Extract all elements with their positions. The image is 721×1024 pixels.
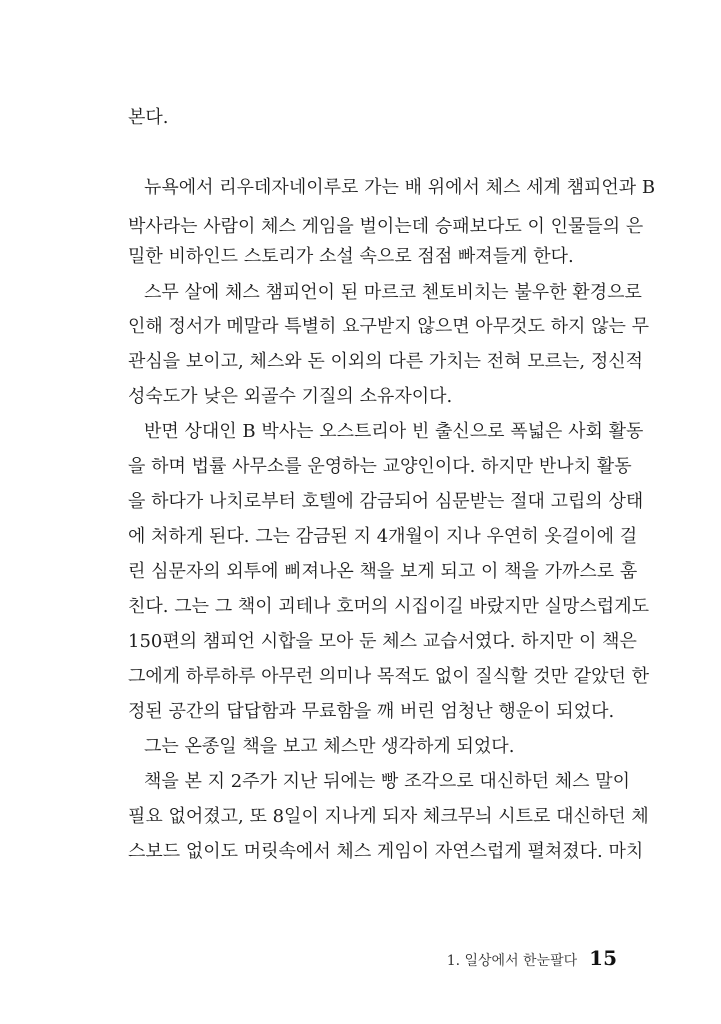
page-footer [447,946,617,970]
text-line: 책을 본 지 2주가 지난 뒤에는 빵 조각으로 대신하던 체스 말이 [144,771,630,792]
text-line: 을 하며 법률 사무소를 운영하는 교양인이다. 하지만 반나치 활동 [128,456,632,477]
text-line: 린 심문자의 외투에 삐져나온 책을 보게 되고 이 책을 가까스로 훔 [128,561,638,582]
text-line: 정된 공간의 답답함과 무료함을 깨 버린 엄청난 행운이 되었다. [128,701,615,722]
text-line: 을 하다가 나치로부터 호텔에 감금되어 심문받는 절대 고립의 상태 [128,491,644,512]
text-line: 반면 상대인 B 박사는 오스트리아 빈 출신으로 폭넓은 사회 활동 [144,421,644,442]
text-line: 스무 살에 체스 챔피언이 된 마르코 첸토비치는 불우한 환경으로 [144,282,642,303]
text-line: 인해 정서가 메말라 특별히 요구받지 않으면 아무것도 하지 않는 무 [128,316,649,337]
text-line: 뉴욕에서 리우데자네이루로 가는 배 위에서 체스 세계 챔피언과 B [144,177,656,198]
page-number: 15 [589,946,617,970]
text-line: 관심을 보이고, 체스와 돈 이외의 다른 가치는 전혀 모르는, 정신적 [128,351,644,372]
book-page: 본다. 뉴욕에서 리우데자네이루로 가는 배 위에서 체스 세계 챔피언과 B 박사라는 사람이 체스 게임을 벌이는데 승패보다도 이 인물들의 은 밀한 비하인드 스토리가 소설 속으로 점점 빠져들게 한다. 스무 살에 체스 챔피언이 된 마르코 첸토비치는 불우한 환경으로 인해 정서가 메말라 특별히 요구받지 않으면 아무것도 하지 않는 무 관심을 보이고, 체스와 돈 이외의 다른 가치는 전혀 모르는, 정신적 성숙도가 낮은 외골수 기질의 소유자이다. 반면 상대인 B 박사는 오스트리아 빈 출신으로 폭넓은 사회 활동 을 하며 법률 사무소를 운영하는 교양인이다. 하지만 반나치 활동 을 하다가 나치로부터 호텔에 감금되어 심문받는 절대 고립의 상태 에 처하게 된다. 그는 감금된 지 4개월이 지나 우연히 옷걸이에 걸 린 심문자의 외투에 삐져나온 책을 보게 되고 이 책을 가까스로 훔 친다. 그는 그 책이 괴테나 호머의 시집이길 바랐지만 실망스럽게도 150편의 챔피언 시합을 모아 둔 체스 교습서였다. 하지만 이 책은 그에게 하루하루 아무런 의미나 목적도 없이 질식할 것만 같았던 한 정된 공간의 답답함과 무료함을 깨 버린 엄청난 행운이 되었다. 그는 온종일 책을 보고 체스만 생각하게 되었다. 책을 본 지 2주가 지난 뒤에는 빵 조각으로 대신하던 체스 말이 필요 없어졌고, 또 8일이 지나게 되자 체크무늬 시트로 대신하던 체 스보드 없이도 머릿속에서 체스 게임이 자연스럽게 펼쳐졌다. 마치 1. 일상에서 한눈팔다 15 [128,107,656,970]
text-line: 친다. 그는 그 책이 괴테나 호머의 시집이길 바랐지만 실망스럽게도 [128,596,649,617]
text-line: 그에게 하루하루 아무런 의미나 목적도 없이 질식할 것만 같았던 한 [128,666,649,687]
text-line: 에 처하게 된다. 그는 감금된 지 4개월이 지나 우연히 옷걸이에 걸 [128,526,638,547]
chapter-title: 1. 일상에서 한눈팔다 [446,953,578,969]
text-line: 스보드 없이도 머릿속에서 체스 게임이 자연스럽게 펼쳐졌다. 마치 [128,841,644,862]
text-line: 150편의 챔피언 시합을 모아 둔 체스 교습서였다. 하지만 이 책은 [128,631,637,652]
text-line: 박사라는 사람이 체스 게임을 벌이는데 승패보다도 이 인물들의 은 [128,216,644,237]
text-line: 필요 없어졌고, 또 8일이 지나게 되자 체크무늬 시트로 대신하던 체 [128,806,649,827]
